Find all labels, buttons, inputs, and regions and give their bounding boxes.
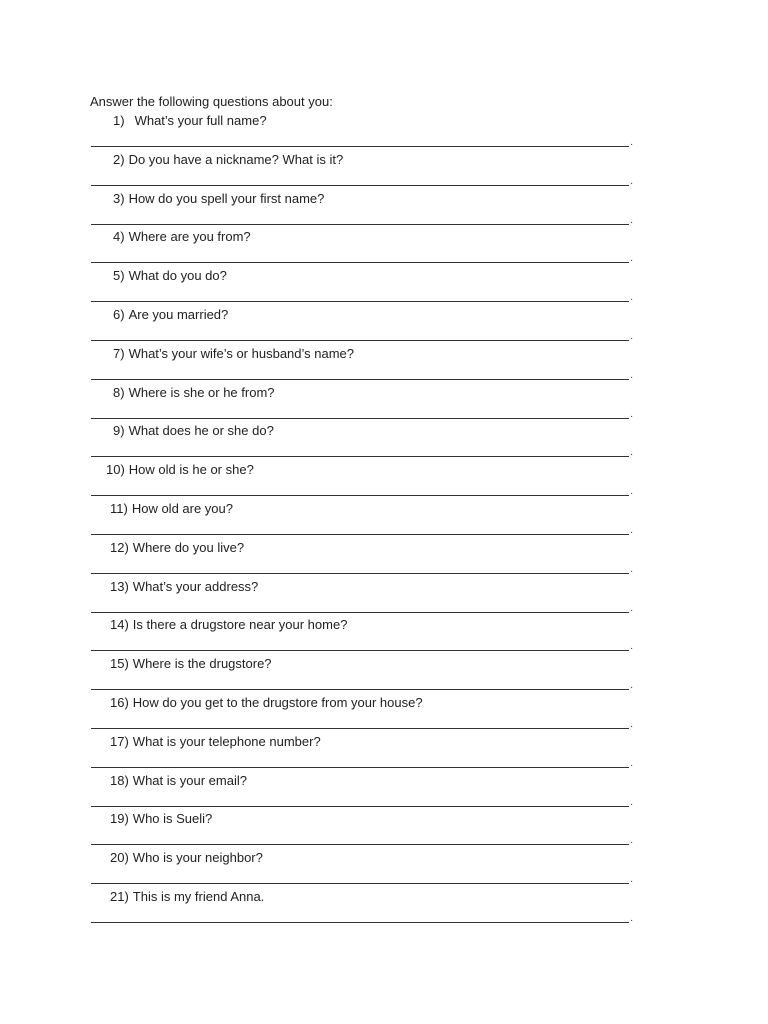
question-item [110,850,263,866]
answer-line[interactable] [91,175,633,187]
answer-line-period: . [630,137,633,148]
answer-line[interactable] [91,874,633,886]
question-item [106,462,254,478]
question-item [110,773,247,789]
question-number: 1) [113,113,125,128]
question-item [110,501,233,517]
question-item [110,889,264,905]
question-number: 12) [110,539,129,555]
question-text: What is your telephone number? [132,733,321,749]
answer-line-period: . [630,913,633,924]
answer-line[interactable] [91,486,633,498]
answer-line[interactable] [91,563,633,575]
answer-line-period: . [630,719,633,730]
question-number: 17) [110,733,129,749]
question-item [113,229,251,245]
question-number: 3) [113,190,125,206]
answer-line-period: . [630,175,633,187]
question-text: This is my friend Anna. [132,889,265,904]
answer-line[interactable] [91,331,633,342]
question-text: Where do you live? [132,539,245,555]
answer-line[interactable] [91,719,633,730]
question-item [113,346,354,362]
question-text: Do you have a nickname? What is it? [128,151,344,167]
answer-line-period: . [630,369,633,381]
answer-line[interactable] [91,214,633,226]
question-text: What’s your full name? [134,113,267,128]
question-text: How do you get to the drugstore from your house? [132,695,423,710]
answer-line[interactable] [91,757,633,769]
question-item [110,734,321,750]
answer-line-period: . [630,835,633,847]
question-number: 13) [110,578,129,594]
question-number: 11) [110,501,128,516]
answer-line-period: . [630,874,633,886]
instructions-text: Answer the following questions about you: [90,94,333,109]
answer-line[interactable] [91,369,633,381]
question-number: 4) [113,229,125,245]
question-item [113,191,324,207]
answer-line-period: . [630,486,633,498]
question-item [113,152,343,168]
question-text: How old are you? [131,501,233,516]
question-item [110,656,272,672]
question-number: 18) [110,772,129,788]
question-number: 10) [106,462,125,478]
answer-line-period: . [630,214,633,226]
answer-line[interactable] [91,292,633,304]
answer-line-period: . [630,292,633,304]
answer-line[interactable] [91,796,633,808]
question-text: Is there a drugstore near your home? [132,617,348,633]
answer-line[interactable] [91,408,633,420]
question-item [113,423,274,439]
question-number: 16) [110,695,129,710]
question-number: 9) [113,423,125,439]
answer-line-period: . [630,525,633,536]
question-item [110,811,212,827]
question-number: 5) [113,268,125,284]
question-item [113,268,227,284]
question-item [113,113,267,129]
answer-line-period: . [630,447,633,459]
answer-line[interactable] [91,137,633,148]
question-text: Who is your neighbor? [132,850,263,866]
answer-line[interactable] [91,913,633,924]
question-number: 7) [113,345,125,361]
answer-line[interactable] [91,602,633,614]
question-number: 2) [113,151,125,167]
answer-line-period: . [630,331,633,342]
question-text: How do you spell your first name? [128,190,325,206]
answer-line[interactable] [91,253,633,265]
question-number: 19) [110,811,129,827]
question-text: Where is she or he from? [128,384,275,400]
answer-line[interactable] [91,835,633,847]
question-text: What’s your wife’s or husband’s name? [128,345,355,361]
question-item [113,385,275,401]
question-number: 8) [113,384,125,400]
question-item [110,579,258,595]
question-text: What do you do? [128,268,227,284]
answer-line[interactable] [91,680,633,692]
question-number: 14) [110,617,129,633]
answer-line-period: . [630,253,633,265]
question-item [113,307,228,323]
answer-line-period: . [630,757,633,769]
question-text: Where are you from? [128,229,251,245]
answer-line-period: . [630,641,633,653]
answer-line-period: . [630,680,633,692]
answer-line-period: . [630,602,633,614]
question-number: 20) [110,850,129,866]
question-number: 15) [110,656,129,672]
answer-line[interactable] [91,525,633,536]
answer-line-period: . [630,796,633,808]
question-text: What is your email? [132,772,247,788]
question-number: 6) [113,307,125,322]
question-text: What’s your address? [132,578,259,594]
question-text: How old is he or she? [128,462,254,478]
question-text: Are you married? [128,307,229,322]
question-item [110,540,244,556]
answer-line-period: . [630,408,633,420]
question-item [110,695,423,711]
answer-line[interactable] [91,447,633,459]
answer-line-period: . [630,563,633,575]
question-text: Who is Sueli? [132,811,213,827]
question-text: Where is the drugstore? [132,656,272,672]
question-number: 21) [110,889,129,904]
answer-line[interactable] [91,641,633,653]
question-item [110,617,347,633]
question-text: What does he or she do? [128,423,274,439]
